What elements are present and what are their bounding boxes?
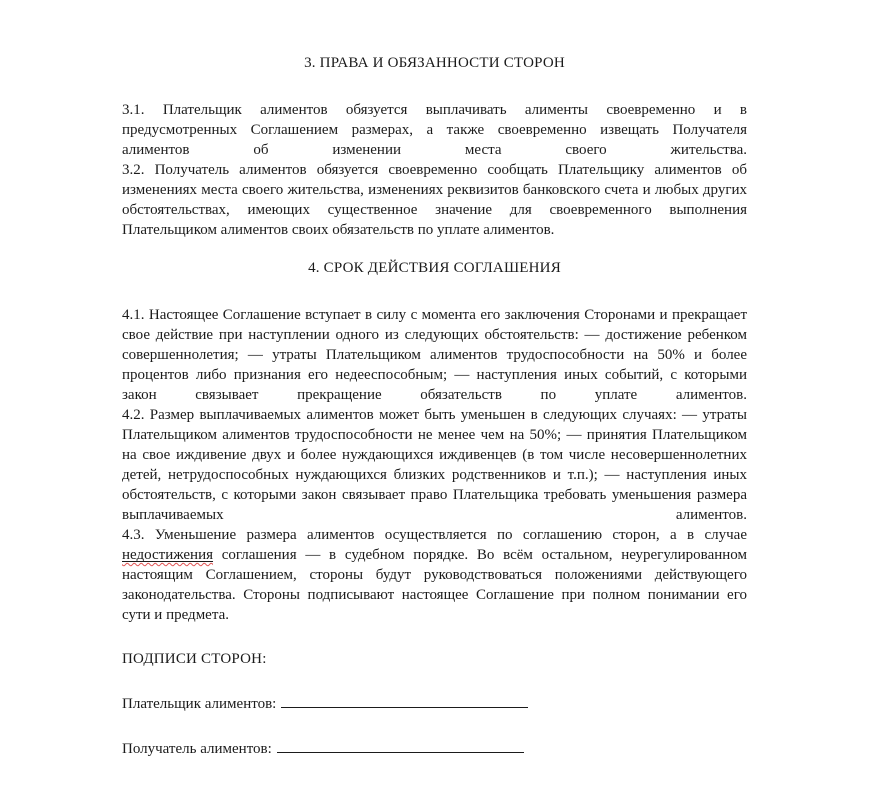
clause-4-3	[122, 525, 747, 625]
clause-4-1: 4.1. Настоящее Соглашение вступает в силу с момента его заключения Сторонами и прекращает свое действие при наступлении одного из следующих обстоятельств: — достижение ребенком совершеннолетия; — утраты Плательщиком алиментов трудоспособности на 50% и более процентов либо признания его недееспособным; — наступления иных событий, с которыми закон связывает прекращение обязательств по уплате алиментов.	[122, 307, 747, 403]
clause-4-2: 4.2. Размер выплачиваемых алиментов может быть уменьшен в следующих случаях: — утраты Плательщиком алиментов трудоспособности не менее чем на 50%; — принятия Плательщиком на свое иждивение двух и более нуждающихся иждивенцев (в том числе несовершеннолетних детей, нетрудоспособных нуждающихся близких родственников и т.п.); — наступления иных обстоятельств, с которыми закон связывает право Плательщика требовать уменьшения размера выплачиваемых алиментов.	[122, 407, 747, 523]
signature-line-payer	[281, 694, 528, 708]
spellcheck-word: недостижения	[122, 547, 214, 563]
section-heading-rights: 3. ПРАВА И ОБЯЗАННОСТИ СТОРОН	[304, 55, 565, 71]
signatures-heading: ПОДПИСИ СТОРОН:	[122, 651, 267, 667]
clause-4-3-text-after: соглашения — в судебном порядке. Во всём остальном, неурегулированном настоящим Соглашением, стороны будут руководствоваться положениями действующего законодательства. Стороны подписывают настоящее Соглашение при полном понимании его сути и предмета.	[122, 547, 747, 623]
signature-label-recipient: Получатель алиментов:	[122, 741, 272, 757]
signature-row-payer	[122, 694, 747, 714]
section-heading-term: 4. СРОК ДЕЙСТВИЯ СОГЛАШЕНИЯ	[308, 260, 561, 276]
clause-3-1: 3.1. Плательщик алиментов обязуется выплачивать алименты своевременно и в предусмотренных Соглашением размерах, а также своевременно извещать Получателя алиментов об изменении места своего жительства.	[122, 102, 747, 158]
signature-line-recipient	[277, 739, 524, 753]
clause-3-2: 3.2. Получатель алиментов обязуется своевременно сообщать Плательщику алиментов об изменениях места своего жительства, изменениях реквизитов банковского счета и любых других обстоятельствах, имеющих существенное значение для своевременного выполнения Плательщиком алиментов своих обязательств по уплате алиментов.	[122, 162, 747, 238]
clause-4-3-text-before: 4.3. Уменьшение размера алиментов осуществляется по соглашению сторон, а в случае	[122, 527, 747, 543]
spellcheck-underline	[122, 547, 213, 563]
section-term-body	[122, 305, 747, 625]
signature-row-recipient	[122, 739, 747, 759]
signatures-block	[122, 649, 747, 759]
section-rights-body	[122, 100, 747, 240]
signature-label-payer: Плательщик алиментов:	[122, 696, 277, 712]
